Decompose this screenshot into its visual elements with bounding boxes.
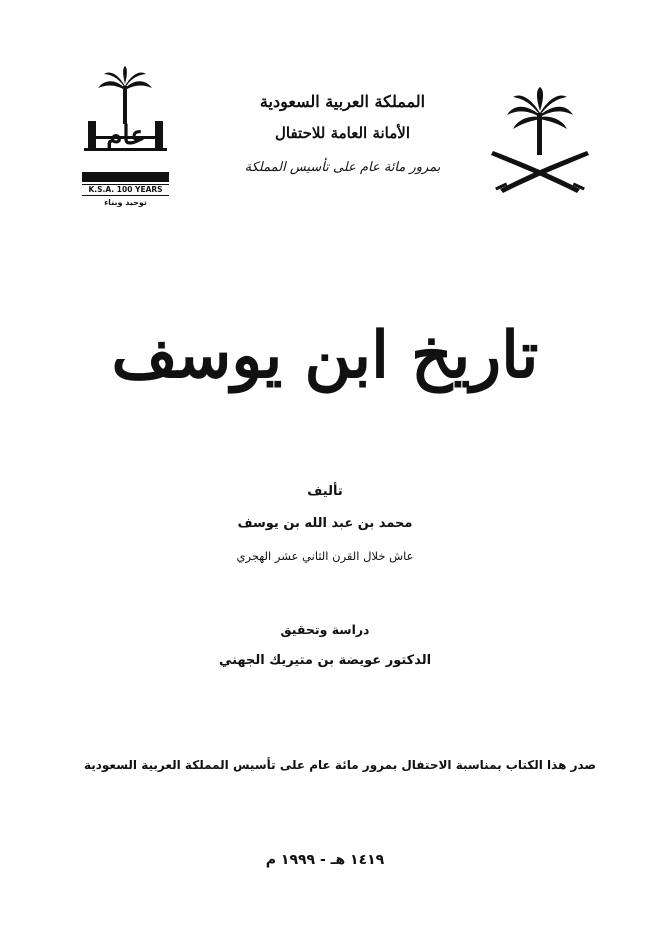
- kingdom-name: المملكة العربية السعودية: [259, 92, 426, 111]
- publication-note: صدر هذا الكتاب بمناسبة الاحتفال بمرور مائة عام على تأسيس المملكة العربية السعودية: [83, 758, 597, 772]
- saudi-emblem-icon: [485, 85, 595, 200]
- book-title: تاريخ ابن يوسف: [111, 318, 539, 393]
- palm-fort-icon: [78, 66, 173, 166]
- centennial-arabic: عام: [106, 121, 146, 151]
- author-name: محمد بن عبد الله بن يوسف: [237, 516, 413, 531]
- editor-name: الدكتور عويضة بن متيريك الجهني: [218, 653, 432, 668]
- secretariat-name: الأمانة العامة للاحتفال: [275, 124, 410, 142]
- years-label: K.S.A. 100 YEARS: [82, 184, 169, 196]
- occasion-text: بمرور مائة عام على تأسيس المملكة: [244, 160, 441, 175]
- logo-tagline: توحيد وبناء: [104, 198, 147, 207]
- authored-by-label: تأليف: [307, 484, 343, 499]
- publication-date: ١٤١٩ هـ - ١٩٩٩ م: [265, 852, 385, 868]
- centennial-logo: [78, 66, 173, 211]
- author-era: عاش خلال القرن الثاني عشر الهجري: [236, 549, 414, 563]
- study-label: دراسة وتحقيق: [280, 622, 370, 637]
- logo-bar: [82, 172, 169, 182]
